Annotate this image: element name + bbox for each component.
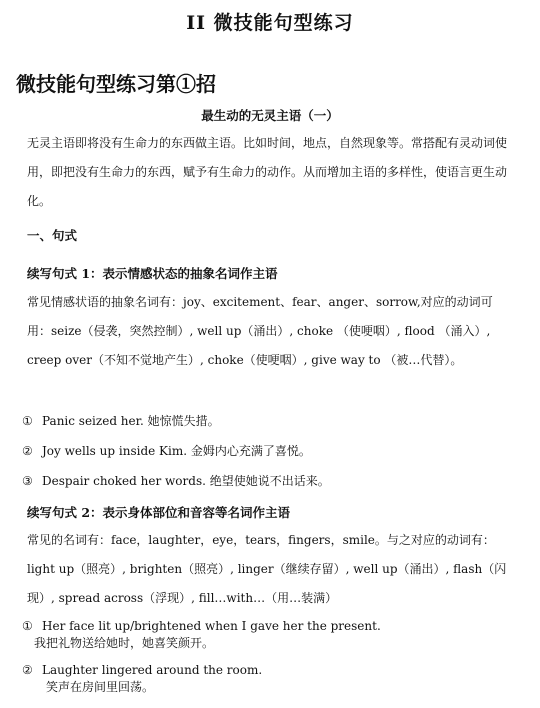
example-number: ③: [22, 474, 33, 488]
example-item: [22, 413, 522, 429]
example-item: [22, 618, 522, 652]
example-translation: 我把礼物送给她时，她喜笑颜开。: [34, 636, 215, 650]
example-number: ②: [22, 663, 33, 677]
example-item: [22, 662, 522, 696]
example-text: Her face lit up/brightened when I gave her the present.: [42, 619, 381, 633]
pattern1-desc: 常见情感状语的抽象名词有：joy、excitement、fear、anger、sorrow,对应的动词可用：seize（侵袭，突然控制）, well up（涌出）, choke （使哽咽）, flood （涌入）, creep over（不知不觉地产生）, choke（使哽咽）, give way to （被…代替）。: [27, 295, 493, 367]
pattern2-desc: 常见的名词有：face，laughter，eye，tears，fingers，smile。与之对应的动词有：light up（照亮）, brighten（照亮）, linger（继续存留）, well up（涌出）, flash（闪现）, spread across（浮现）, fill…with…（用…装满）: [27, 533, 507, 605]
section-one-heading: 一、句式: [27, 228, 78, 243]
example-item: [22, 443, 522, 459]
example-number: ②: [22, 444, 33, 458]
example-number: ①: [22, 619, 33, 633]
subtitle: 最生动的无灵主语（一）: [201, 108, 339, 123]
example-text: Laughter lingered around the room.: [42, 663, 263, 677]
pattern2-title: 续写句式 2：表示身体部位和音容等名词作主语: [27, 505, 291, 520]
example-translation: 笑声在房间里回荡。: [46, 680, 155, 694]
example-number: ①: [22, 414, 33, 428]
intro-paragraph: 无灵主语即将没有生命力的东西做主语。比如时间，地点，自然现象等。常搭配有灵动词使用，即把没有生命力的东西，赋予有生命力的动作。从而增加主语的多样性，使语言更生动化。: [27, 136, 508, 208]
example-text: Panic seized her. 她惊慌失措。: [42, 414, 220, 428]
pattern1-title: 续写句式 1：表示情感状态的抽象名词作主语: [27, 266, 278, 281]
example-item: [22, 473, 522, 489]
part-title: II 微技能句型练习: [186, 12, 354, 34]
example-text: Joy wells up inside Kim. 金姆内心充满了喜悦。: [42, 444, 311, 458]
section-title: 微技能句型练习第①招: [16, 72, 216, 96]
example-text: Despair choked her words. 绝望使她说不出话来。: [42, 474, 330, 488]
